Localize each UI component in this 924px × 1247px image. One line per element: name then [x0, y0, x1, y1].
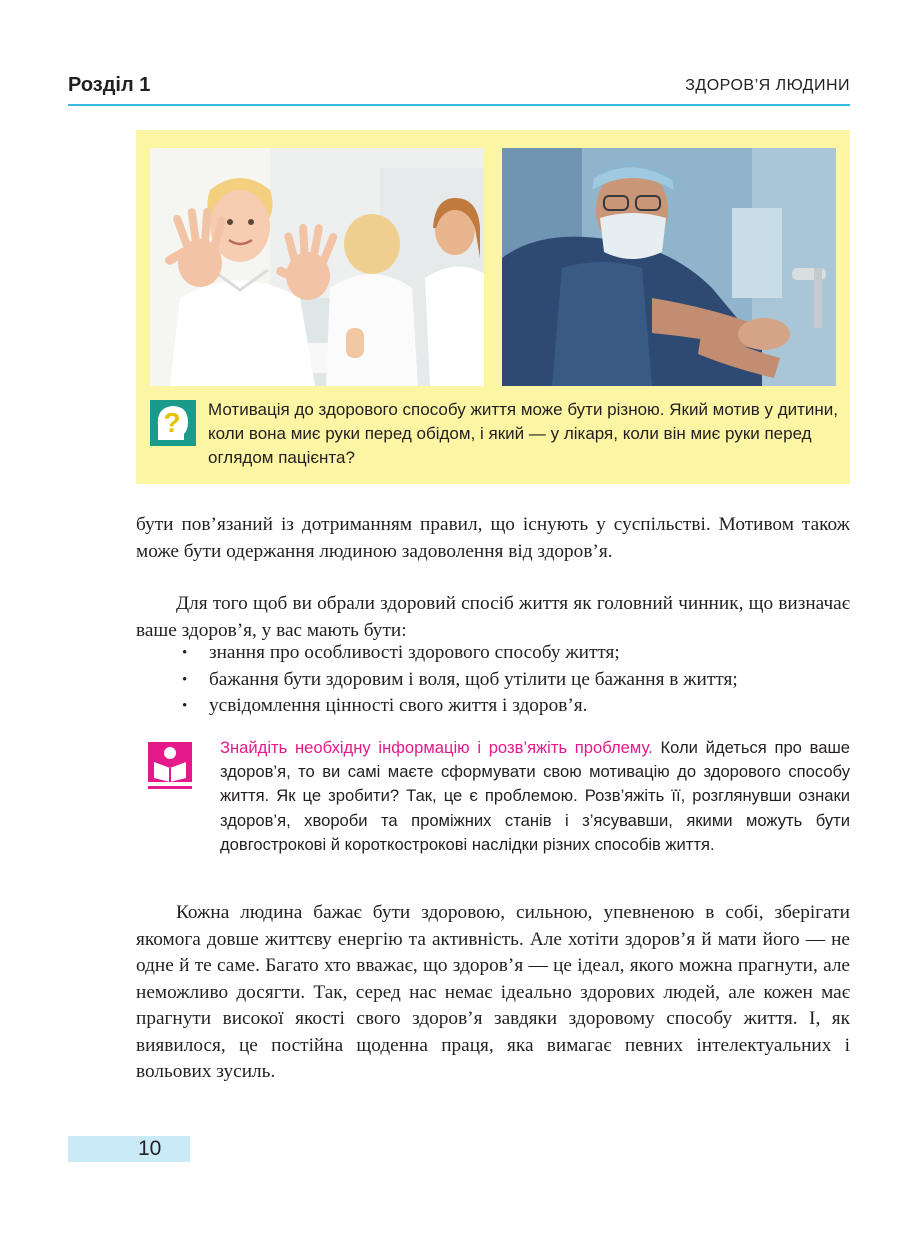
- surgeon-washing-hands-photo: [502, 148, 836, 386]
- task-description: Коли йдеться про ваше здоров’я, то ви самі маєте сформувати свою мотивацію до здорового способу життя. Як це зробити? Так, це є проблемою. Розв’яжіть її, розглянувши ознаки здоров’я, хвороби та проміжних станів і з’ясувавши, якими можуть бути довгострокові й короткострокові наслідки різних способів життя.: [220, 738, 851, 854]
- chapter-title: ЗДОРОВ’Я ЛЮДИНИ: [685, 77, 850, 94]
- figure-box: [136, 130, 850, 484]
- task-instruction: Знайдіть необхідну інформацію і розв’яжіть проблему.: [220, 738, 653, 757]
- discussion-question: Мотивація до здорового способу життя може бути різною. Який мотив у дитини, коли вона миє руки перед обідом, і який — у лікаря, коли він миє руки перед оглядом пацієнта?: [208, 400, 839, 467]
- question-icon: [150, 400, 196, 446]
- svg-text:?: ?: [163, 407, 181, 438]
- paragraph-continuation: бути пов’язаний із дотриманням правил, що існують у суспільстві. Мотивом також може бути одержання людиною задоволення від здоров’я.: [136, 514, 850, 562]
- requirements-list: [176, 640, 856, 720]
- problem-task: [220, 736, 850, 857]
- list-item: • усвідомлення цінності свого життя і здоров’я.: [182, 695, 588, 716]
- list-item: • знання про особливості здорового способу життя;: [182, 642, 620, 663]
- section-label: Розділ 1: [68, 74, 151, 96]
- children-washing-hands-photo: [150, 148, 484, 386]
- page-header: [68, 74, 850, 106]
- list-item: • бажання бути здоровим і воля, щоб утілити це бажання в життя;: [182, 668, 738, 690]
- reading-person-icon: [146, 740, 194, 790]
- page-number-bar: [68, 1136, 190, 1162]
- paragraph-requirements: Для того щоб ви обрали здоровий спосіб життя як головний чинник, що визначає ваше здоров’я, у вас мають бути:: [136, 593, 850, 641]
- paragraph-health-ideal: Кожна людина бажає бути здоровою, сильною, упевненою в собі, зберігати якомога довше життєву енергію та активність. Але хотіти здоров’я й мати його — не одне й те саме. Багато хто вважає, що здоров’я — це ідеал, якого можна прагнути, але неможливо досягти. Так, серед нас немає ідеально здорових людей, але кожен має прагнути високої якості свого здоров’я завдяки здоровому способу життя. І, як виявилося, це постійна щоденна праця, яка вимагає певних інтелектуальних і вольових зусиль.: [136, 902, 850, 1082]
- page-number: 10: [138, 1137, 162, 1160]
